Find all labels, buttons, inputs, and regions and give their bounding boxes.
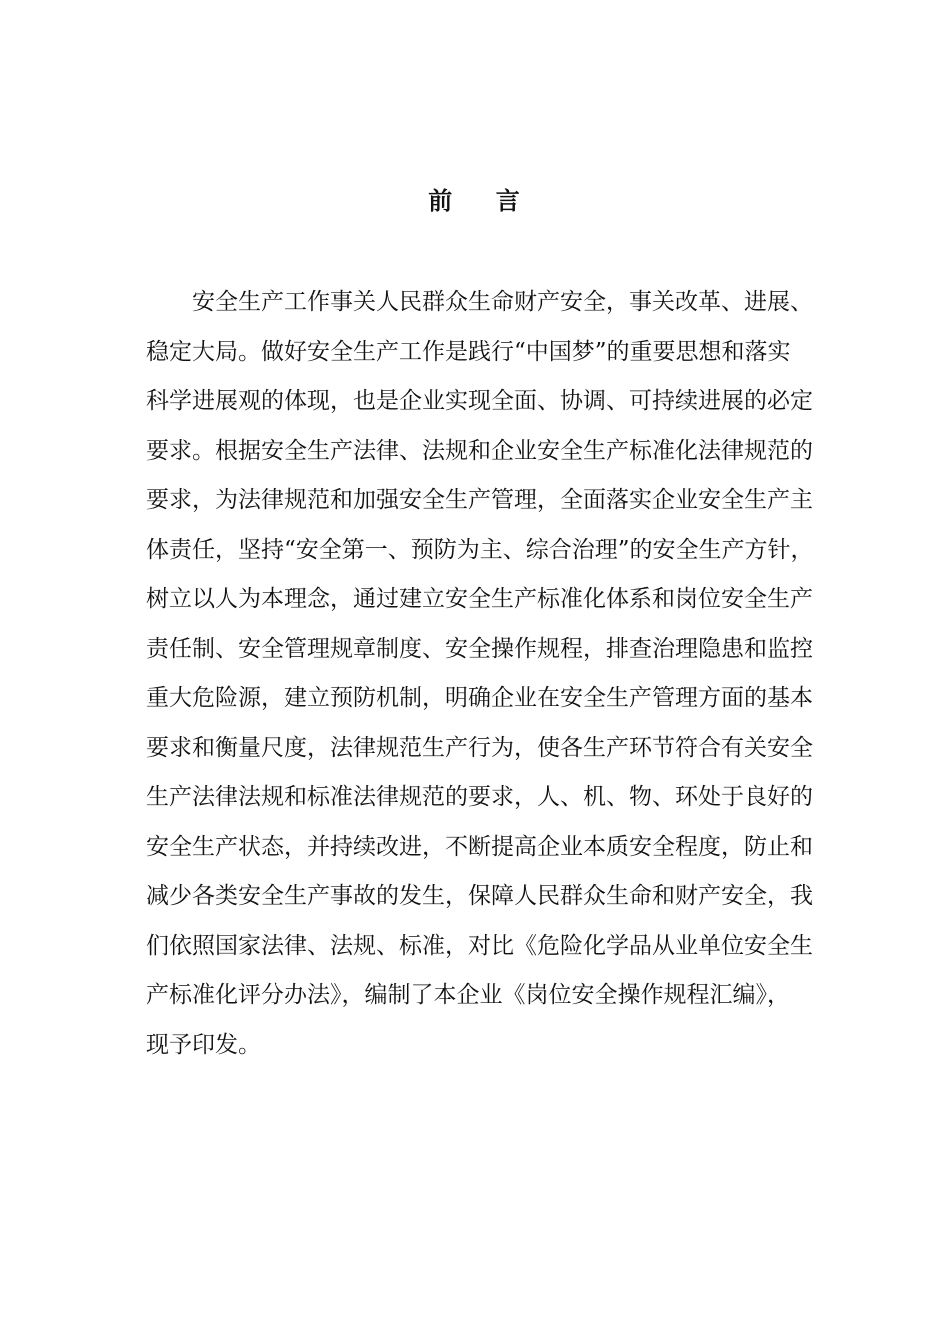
paragraph-line: 要求。根据安全生产法律、法规和企业安全生产标准化法律规范的 bbox=[146, 437, 813, 464]
paragraph-line: 现予印发。 bbox=[146, 1031, 261, 1058]
paragraph-line: 要求和衡量尺度，法律规范生产行为，使各生产环节符合有关安全 bbox=[146, 734, 813, 761]
paragraph-line: 责任制、安全管理规章制度、安全操作规程，排查治理隐患和监控 bbox=[146, 635, 813, 662]
paragraph-line: 稳定大局。做好安全生产工作是践行“中国梦”的重要思想和落实 bbox=[146, 338, 791, 365]
paragraph-line: 要求，为法律规范和加强安全生产管理，全面落实企业安全生产主 bbox=[146, 487, 813, 513]
page-title: 前 言 bbox=[428, 186, 522, 215]
paragraph-line: 减少各类安全生产事故的发生，保障人民群众生命和财产安全，我 bbox=[146, 883, 813, 909]
paragraph-line: 重大危险源，建立预防机制，明确企业在安全生产管理方面的基本 bbox=[146, 685, 813, 711]
paragraph-line: 安全生产状态，并持续改进，不断提高企业本质安全程度，防止和 bbox=[146, 833, 813, 860]
paragraph-line: 安全生产工作事关人民群众生命财产安全，事关改革、进展、 bbox=[192, 289, 813, 315]
paragraph-line: 树立以人为本理念，通过建立安全生产标准化体系和岗位安全生产 bbox=[146, 586, 813, 612]
preface-paragraph bbox=[146, 282, 826, 1074]
paragraph-line: 们依照国家法律、法规、标准，对比《危险化学品从业单位安全生 bbox=[146, 932, 813, 959]
paragraph-line: 生产法律法规和标准法律规范的要求，人、机、物、环处于良好的 bbox=[146, 784, 813, 810]
paragraph-line: 产标准化评分办法》，编制了本企业《岗位安全操作规程汇编》， bbox=[146, 982, 790, 1008]
paragraph-line: 科学进展观的体现，也是企业实现全面、协调、可持续进展的必定 bbox=[146, 388, 813, 414]
paragraph-line: 体责任，坚持“安全第一、预防为主、综合治理”的安全生产方针， bbox=[146, 536, 814, 563]
